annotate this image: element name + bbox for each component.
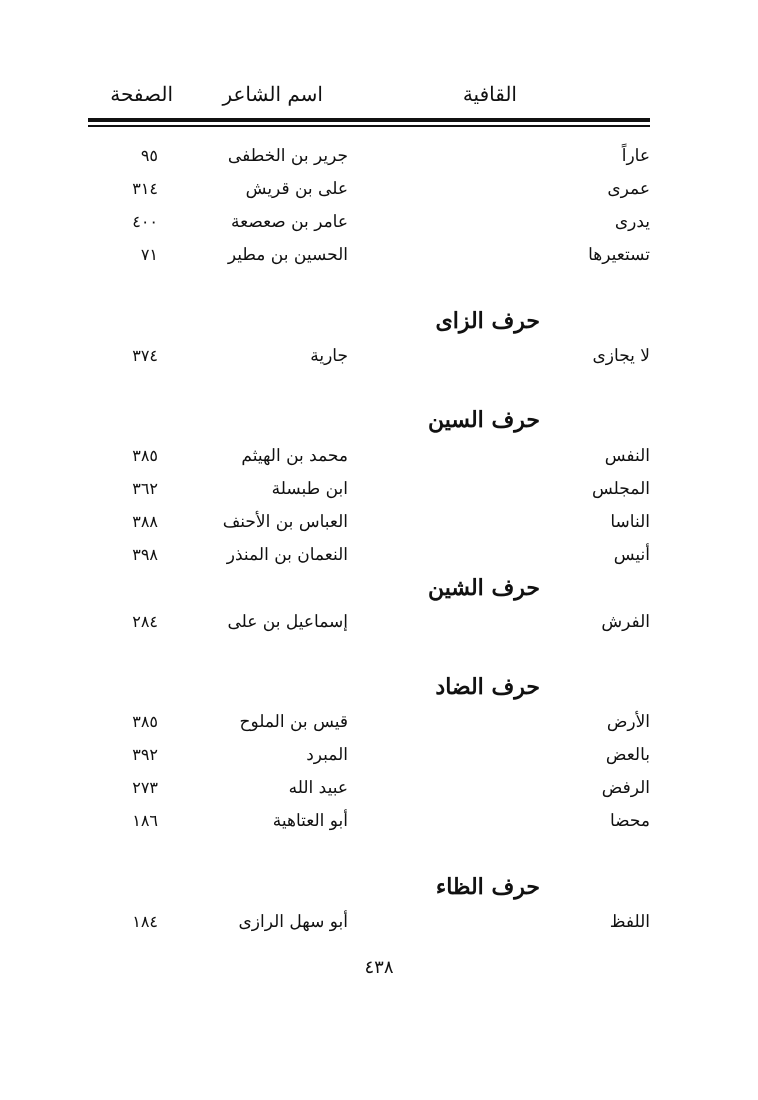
page-cell: ٣٨٥	[132, 712, 158, 731]
table-row	[0, 174, 758, 204]
page-cell: ١٨٦	[132, 811, 158, 830]
table-row	[0, 240, 758, 270]
table-row	[0, 806, 758, 836]
poet-cell: جرير بن الخطفى	[227, 146, 348, 166]
poet-cell: الحسين بن مطير	[227, 245, 348, 265]
table-row	[0, 607, 758, 637]
table-row	[0, 474, 758, 504]
page-cell: ٤٠٠	[132, 212, 158, 231]
poet-cell: المبرد	[306, 745, 348, 765]
page-cell: ١٨٤	[132, 912, 158, 931]
header-rule-thin	[88, 125, 650, 127]
page-cell: ٢٧٣	[132, 778, 158, 797]
table-row	[0, 441, 758, 471]
column-header-rhyme: القافية	[462, 82, 517, 106]
page-number: ٤٣٨	[364, 957, 394, 978]
section-heading: حرف السين	[427, 407, 540, 433]
rhyme-cell: لا يجازى	[592, 346, 650, 366]
poet-cell: إسماعيل بن على	[227, 612, 348, 632]
section-heading: حرف الشين	[427, 575, 540, 601]
table-row	[0, 707, 758, 737]
rhyme-cell: تستعيرها	[588, 245, 650, 265]
rhyme-cell: محضا	[609, 811, 650, 831]
page-cell: ٧١	[140, 245, 158, 264]
table-row	[0, 207, 758, 237]
column-header-poet: اسم الشاعر	[222, 82, 323, 106]
column-header-page: الصفحة	[110, 82, 173, 106]
section-heading: حرف الضاد	[435, 674, 540, 700]
table-row	[0, 141, 758, 171]
rhyme-cell: عاراً	[621, 146, 650, 166]
rhyme-cell: الناسا	[610, 512, 650, 532]
rhyme-cell: بالعض	[605, 745, 650, 765]
rhyme-cell: اللفظ	[609, 912, 650, 932]
rhyme-cell: يدرى	[614, 212, 650, 232]
page-cell: ٩٥	[140, 146, 158, 165]
rhyme-cell: النفس	[604, 446, 650, 466]
page-cell: ٣٨٨	[132, 512, 158, 531]
table-row	[0, 907, 758, 937]
rhyme-cell: عمرى	[607, 179, 650, 199]
poet-cell: النعمان بن المنذر	[226, 545, 348, 565]
rhyme-cell: الفرش	[601, 612, 650, 632]
header-rule-thick	[88, 118, 650, 122]
table-row	[0, 540, 758, 570]
page-cell: ٣١٤	[132, 179, 158, 198]
poet-cell: عبيد الله	[288, 778, 348, 798]
table-row	[0, 341, 758, 371]
page-cell: ٣٨٥	[132, 446, 158, 465]
rhyme-cell: أنيس	[613, 545, 650, 565]
poet-cell: ابن طبسلة	[271, 479, 348, 499]
table-row	[0, 507, 758, 537]
page-cell: ٣٩٢	[132, 745, 158, 764]
poet-cell: أبو سهل الرازى	[238, 912, 348, 932]
page-cell: ٣٩٨	[132, 545, 158, 564]
section-heading: حرف الظاء	[435, 874, 540, 900]
section-heading: حرف الزاى	[435, 308, 540, 334]
rhyme-cell: الرفض	[601, 778, 650, 798]
poet-cell: محمد بن الهيثم	[241, 446, 348, 466]
table-row	[0, 740, 758, 770]
poet-cell: أبو العتاهية	[272, 811, 348, 831]
poet-cell: جارية	[310, 346, 348, 366]
poet-cell: عامر بن صعصعة	[231, 212, 348, 232]
poet-cell: على بن قريش	[245, 179, 348, 199]
page-cell: ٣٧٤	[132, 346, 158, 365]
rhyme-cell: المجلس	[591, 479, 650, 499]
poet-cell: قيس بن الملوح	[239, 712, 348, 732]
page-cell: ٢٨٤	[132, 612, 158, 631]
poet-cell: العباس بن الأحنف	[222, 512, 348, 532]
page-cell: ٣٦٢	[132, 479, 158, 498]
table-row	[0, 773, 758, 803]
rhyme-cell: الأرض	[606, 712, 650, 732]
